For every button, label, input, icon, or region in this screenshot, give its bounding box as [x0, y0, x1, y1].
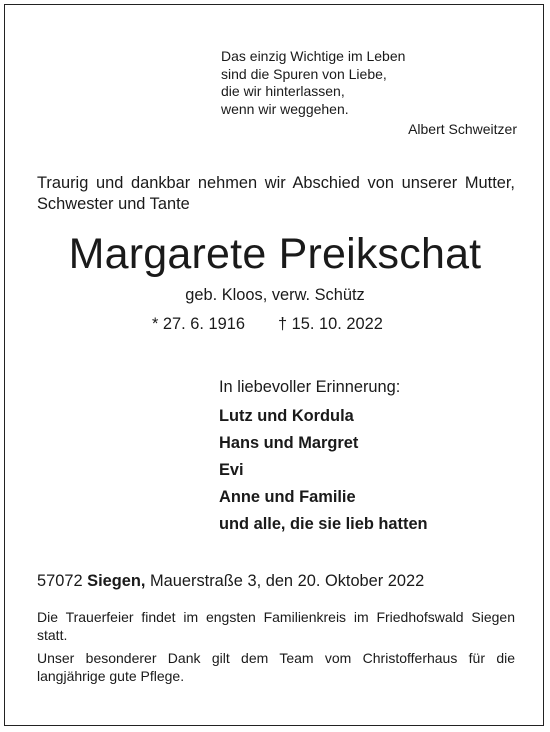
maiden-name: geb. Kloos, verw. Schütz	[185, 286, 365, 304]
quote-line: wenn wir weggehen.	[221, 100, 349, 117]
quote-line: sind die Spuren von Liebe,	[221, 65, 387, 82]
funeral-note: Die Trauerfeier findet im engsten Familienkreis im Friedhofswald Siegen statt.	[37, 609, 515, 643]
quote-author: Albert Schweitzer	[408, 121, 517, 137]
quote-line: die wir hinterlassen,	[221, 83, 345, 99]
mourner-name: Evi	[219, 461, 244, 479]
mourner-name: Anne und Familie	[219, 488, 356, 506]
quote-block	[221, 48, 521, 139]
quote-line: Das einzig Wichtige im Leben	[221, 48, 406, 64]
mourner-name: Hans und Margret	[219, 434, 359, 452]
mourner-name: und alle, die sie lieb hatten	[219, 515, 428, 533]
address-date: Mauerstraße 3, den 20. Oktober 2022	[150, 572, 425, 590]
death-date: † 15. 10. 2022	[278, 315, 383, 333]
city-name: Siegen,	[87, 572, 146, 590]
birth-date: * 27. 6. 1916	[152, 315, 245, 333]
mourner-name: Lutz und Kordula	[219, 407, 354, 425]
mourners-block	[219, 376, 539, 538]
thanks-note: Unser besonderer Dank gilt dem Team vom Christofferhaus für die langjährige gute Pflege.	[37, 650, 515, 684]
place-date-line	[37, 571, 517, 592]
deceased-name: Margarete Preikschat	[68, 230, 482, 278]
postal-code: 57072	[37, 572, 83, 590]
notes-block	[37, 609, 515, 691]
intro-text: Traurig und dankbar nehmen wir Abschied von unserer Mutter, Schwester und Tante	[37, 174, 515, 213]
mourners-heading: In liebevoller Erinnerung:	[219, 378, 401, 396]
